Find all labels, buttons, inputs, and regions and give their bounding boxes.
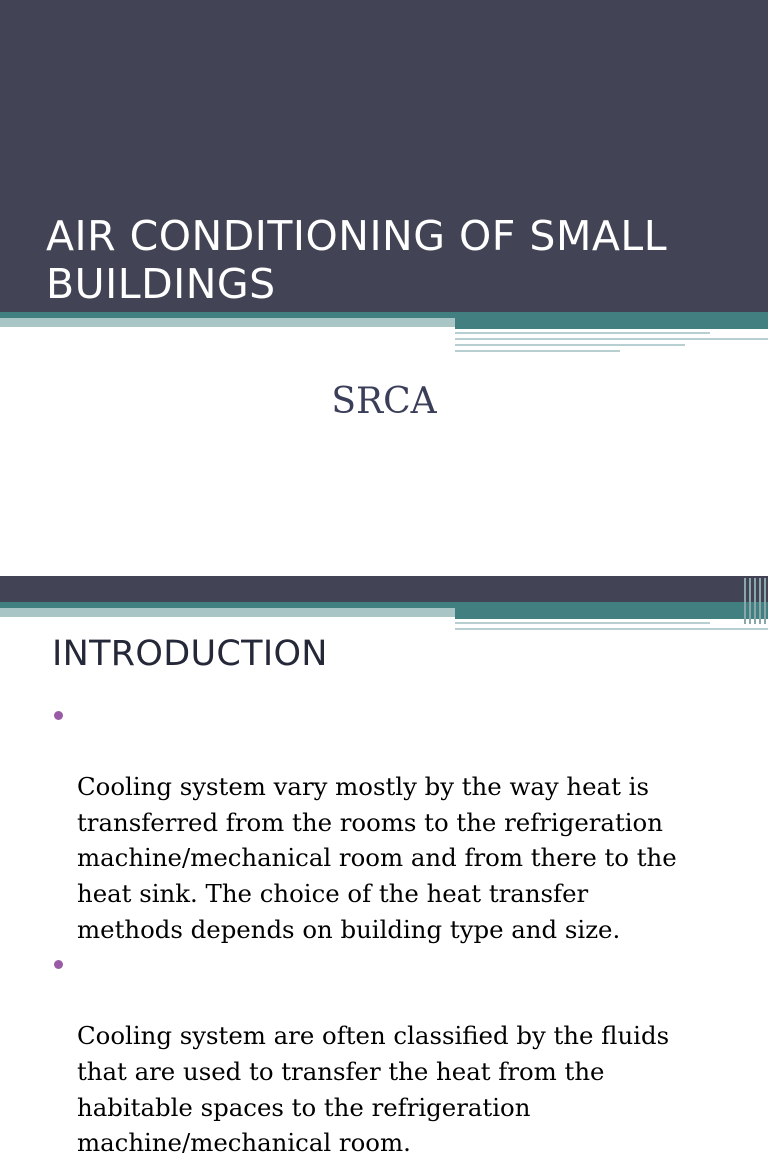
list-item <box>54 947 734 1161</box>
decorative-tick-marks <box>742 576 768 628</box>
bullet-icon <box>54 960 63 969</box>
title-slide-header-band <box>0 0 768 312</box>
list-item <box>54 698 734 947</box>
bullet-icon <box>54 711 63 720</box>
bullet-text: Cooling system vary mostly by the way heat is transferred from the rooms to the refrigeration machine/mechanical room and from there to the heat sink. The choice of the heat transfer methods depends on building type and size. <box>77 772 677 944</box>
presentation-subtitle: SRCA <box>331 381 437 422</box>
introduction-heading: INTRODUCTION <box>52 634 328 674</box>
introduction-slide <box>0 576 768 1158</box>
presentation-title: AIR CONDITIONING OF SMALL BUILDINGS <box>46 212 668 308</box>
title-slide <box>0 0 768 576</box>
introduction-slide-header-band <box>0 576 768 602</box>
bullet-list <box>54 698 734 1161</box>
bullet-text: Cooling system are often classified by the fluids that are used to transfer the heat from the habitable spaces to the refrigeration machine/mechanical room. <box>77 1021 670 1158</box>
decorative-stripe <box>0 312 768 358</box>
